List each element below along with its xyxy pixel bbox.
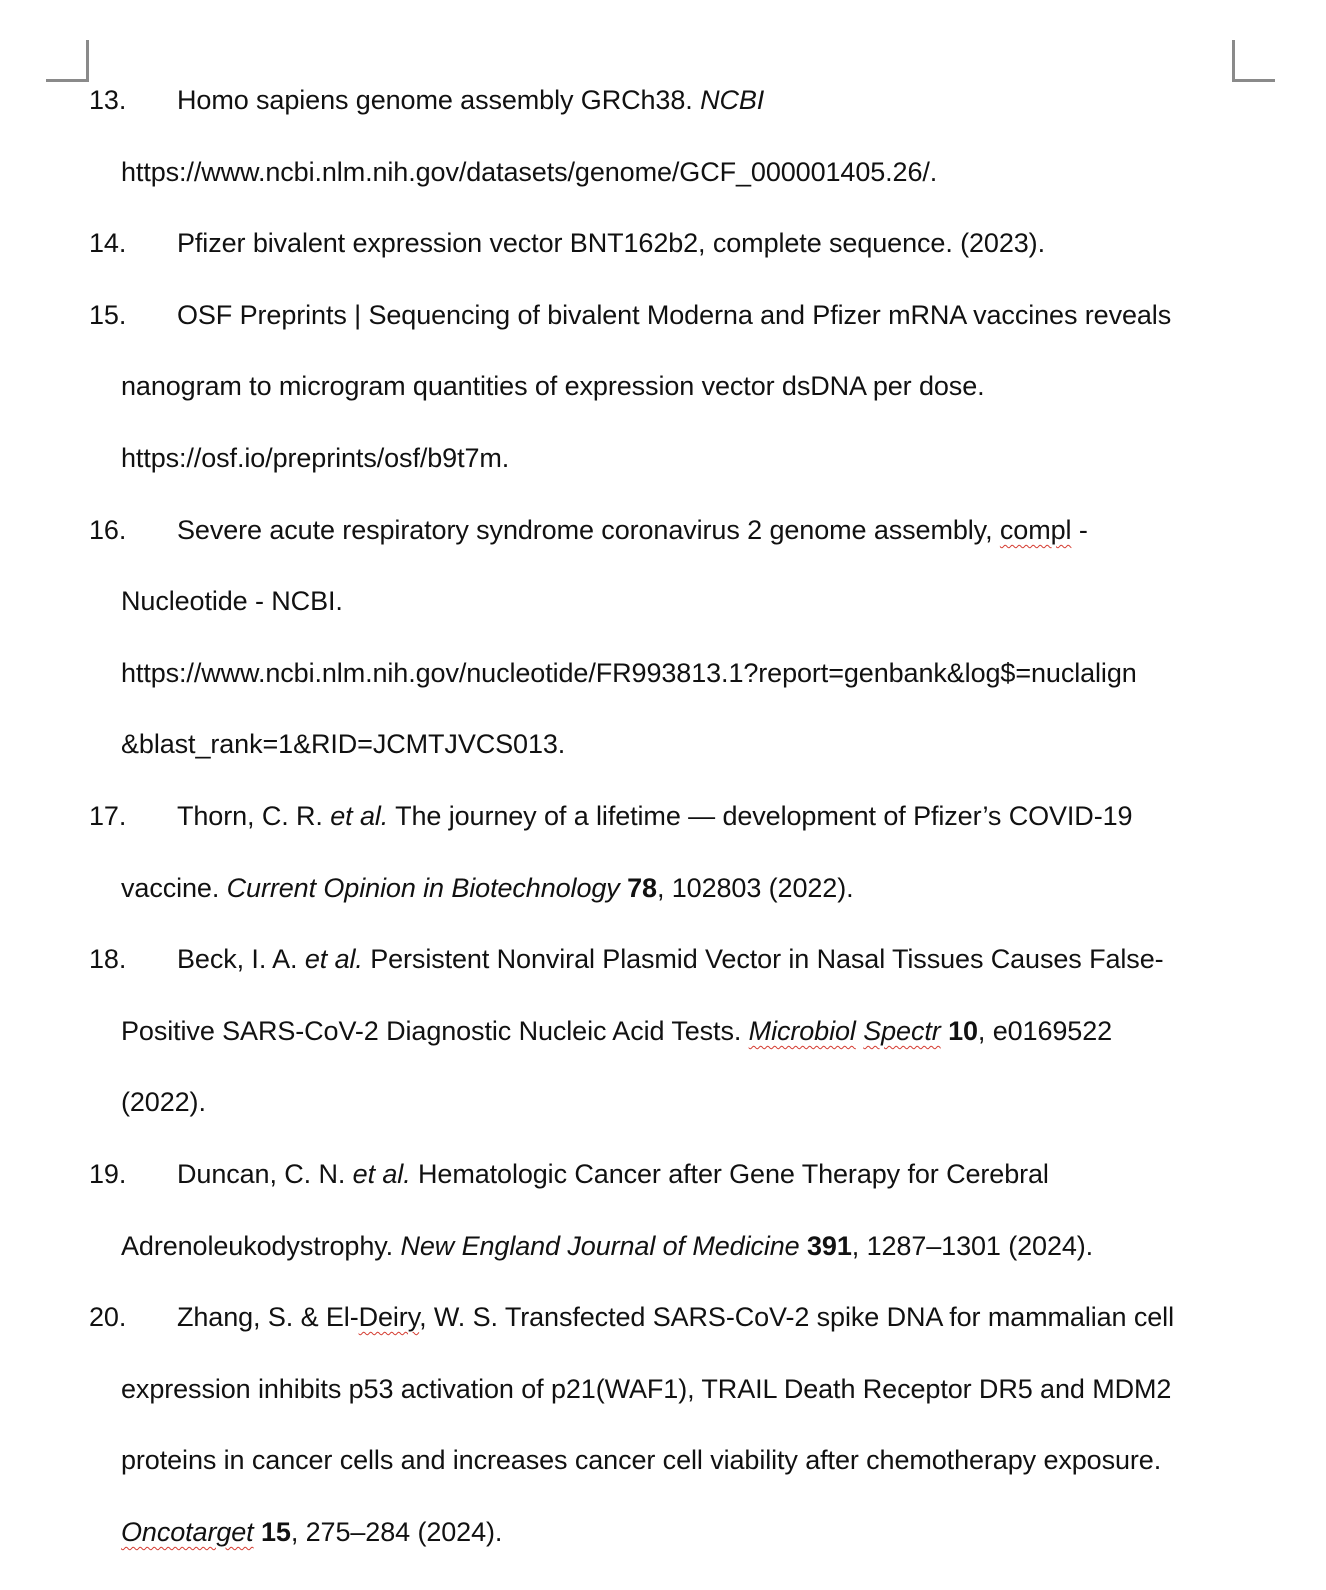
reference-first-line	[89, 798, 1132, 834]
reference-italic-text: Oncotarget	[121, 1517, 254, 1547]
reference-text: , W. S. Transfected SARS-CoV-2 spike DNA for mammalian cell	[419, 1302, 1174, 1332]
reference-text	[941, 1016, 948, 1046]
reference-text: (2022).	[121, 1087, 206, 1117]
reference-text: Positive SARS-CoV-2 Diagnostic Nucleic Acid Tests.	[121, 1016, 749, 1046]
reference-text: Zhang, S. & El-	[177, 1302, 359, 1332]
reference-number: 16.	[89, 515, 127, 545]
reference-first-line	[89, 941, 1164, 977]
reference-first-line	[89, 225, 1045, 261]
reference-volume: 391	[807, 1231, 852, 1261]
reference-volume: 15	[260, 1517, 291, 1547]
reference-text: Nucleotide - NCBI.	[121, 586, 343, 616]
reference-italic-text: et al.	[304, 944, 363, 974]
reference-number: 20.	[89, 1302, 127, 1332]
reference-number: 14.	[89, 228, 127, 258]
reference-continuation-line	[121, 1228, 1093, 1264]
reference-text: compl	[999, 515, 1072, 545]
reference-continuation-line	[121, 1442, 1161, 1478]
reference-continuation-line	[121, 1371, 1171, 1407]
reference-text: Hematologic Cancer after Gene Therapy for Cerebral	[410, 1159, 1049, 1189]
reference-continuation-line	[121, 726, 565, 762]
reference-text: , e0169522	[977, 1016, 1113, 1046]
reference-italic-text: Current Opinion in Biotechnology	[226, 873, 620, 903]
reference-text: vaccine.	[121, 873, 227, 903]
reference-text: The journey of a lifetime — development of Pfizer’s COVID-19	[388, 801, 1133, 831]
reference-number: 15.	[89, 300, 127, 330]
reference-text	[620, 873, 627, 903]
reference-text	[800, 1231, 807, 1261]
reference-first-line	[89, 82, 764, 118]
reference-text: , 275–284 (2024).	[290, 1517, 503, 1547]
reference-text: -	[1071, 515, 1088, 545]
reference-continuation-line	[121, 583, 343, 619]
reference-text: Pfizer bivalent expression vector BNT162b2, complete sequence. (2023).	[177, 228, 1045, 258]
reference-first-line	[89, 512, 1088, 548]
reference-italic-text: Spectr	[863, 1016, 941, 1046]
reference-first-line	[89, 1299, 1174, 1335]
reference-continuation-line	[121, 1084, 206, 1120]
reference-italic-text: New England Journal of Medicine	[400, 1231, 800, 1261]
reference-text: https://www.ncbi.nlm.nih.gov/datasets/genome/GCF_000001405.26/.	[121, 157, 938, 187]
reference-continuation-line	[121, 154, 937, 190]
reference-text: Deiry	[358, 1302, 420, 1332]
reference-text: Homo sapiens genome assembly GRCh38.	[177, 85, 701, 115]
reference-text: , 1287–1301 (2024).	[851, 1231, 1094, 1261]
reference-text: , 102803 (2022).	[656, 873, 854, 903]
reference-text: Severe acute respiratory syndrome coronavirus 2 genome assembly,	[177, 515, 1000, 545]
reference-text: Thorn, C. R.	[177, 801, 331, 831]
reference-number: 13.	[89, 85, 127, 115]
reference-text: Persistent Nonviral Plasmid Vector in Nasal Tissues Causes False-	[362, 944, 1164, 974]
reference-italic-text: Microbiol	[748, 1016, 856, 1046]
reference-first-line	[89, 1156, 1049, 1192]
reference-text: nanogram to microgram quantities of expression vector dsDNA per dose.	[121, 371, 985, 401]
reference-continuation-line	[121, 368, 985, 404]
reference-text	[254, 1517, 261, 1547]
reference-text: OSF Preprints | Sequencing of bivalent Moderna and Pfizer mRNA vaccines reveals	[177, 300, 1172, 330]
reference-first-line	[89, 297, 1171, 333]
reference-text: expression inhibits p53 activation of p21(WAF1), TRAIL Death Receptor DR5 and MDM2	[121, 1374, 1172, 1404]
reference-text: Duncan, C. N.	[177, 1159, 353, 1189]
reference-italic-text: et al.	[352, 1159, 411, 1189]
reference-volume: 78	[627, 873, 657, 903]
reference-text: https://osf.io/preprints/osf/b9t7m.	[121, 443, 510, 473]
reference-continuation-line	[121, 1013, 1112, 1049]
reference-text: https://www.ncbi.nlm.nih.gov/nucleotide/FR993813.1?report=genbank&log$=nuclalign	[121, 658, 1137, 688]
reference-continuation-line	[121, 440, 509, 476]
reference-text: Beck, I. A.	[177, 944, 305, 974]
reference-text: Adrenoleukodystrophy.	[121, 1231, 401, 1261]
reference-number: 17.	[89, 801, 127, 831]
reference-text: &blast_rank=1&RID=JCMTJVCS013.	[121, 729, 566, 759]
reference-italic-text: NCBI	[700, 85, 765, 115]
reference-number: 18.	[89, 944, 127, 974]
reference-text: proteins in cancer cells and increases cancer cell viability after chemotherapy exposure.	[121, 1445, 1162, 1475]
reference-volume: 10	[948, 1016, 978, 1046]
reference-continuation-line	[121, 870, 854, 906]
reference-continuation-line	[121, 655, 1137, 691]
reference-italic-text: et al.	[330, 801, 389, 831]
reference-continuation-line	[121, 1514, 502, 1550]
reference-number: 19.	[89, 1159, 127, 1189]
